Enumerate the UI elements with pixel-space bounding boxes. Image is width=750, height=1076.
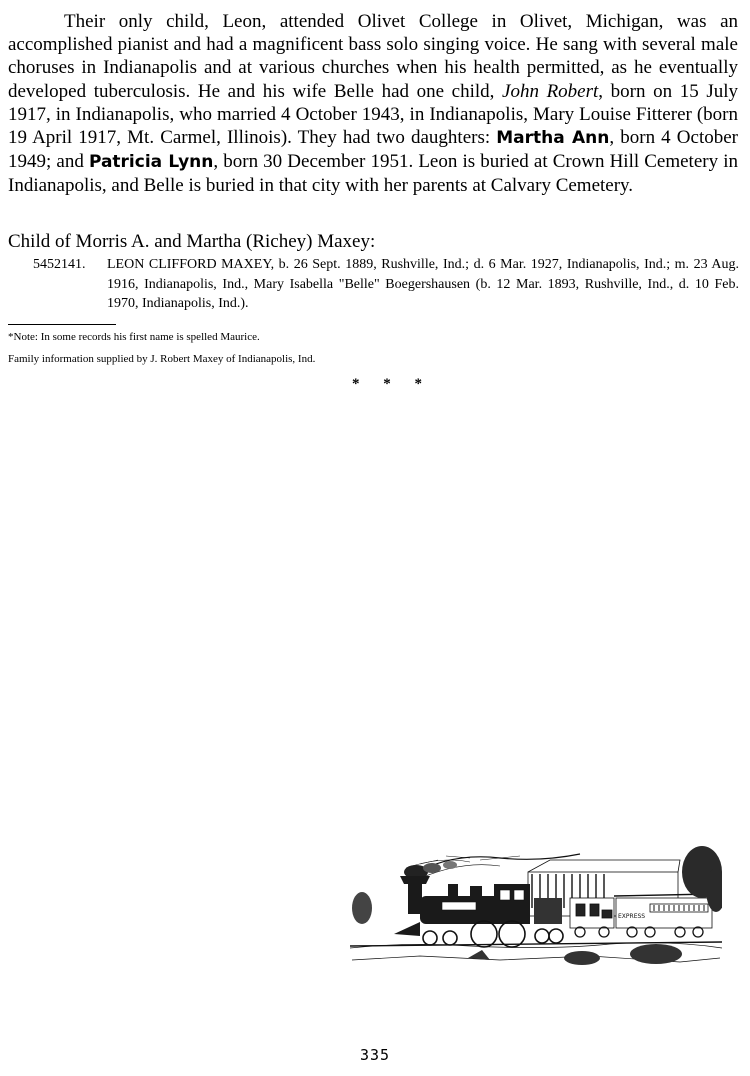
genealogy-entry bbox=[33, 255, 739, 314]
passenger-car bbox=[570, 894, 712, 928]
car-wheels bbox=[575, 927, 703, 937]
entry-text: LEON CLIFFORD MAXEY, b. 26 Sept. 1889, Rushville, Ind.; d. 6 Mar. 1927, Indianapolis, Ind.; m. 23 Aug. 1916, Indianapolis, Ind., Mary Isabella "Belle" Boegershausen (b. 12 Mar. 1893, Rushville, Ind., d. 10 Feb. 1970, Indianapolis, Ind.). bbox=[107, 257, 739, 311]
child-name: John Robert bbox=[502, 80, 599, 102]
footnote-rule bbox=[8, 324, 116, 325]
locomotive bbox=[394, 876, 562, 936]
entry-number: 5452141. bbox=[33, 257, 86, 272]
daughter-name-1: Martha Ann bbox=[496, 128, 610, 149]
paragraph-text-1: Their only child, Leon, attended Olivet College in Olivet, Michigan, was an accomplished pianist and had a magnificent bass solo singing voice. He sang with several male choruses in Indianapolis and at various churches when his health permitted, as he eventually developed tuberculosis. He and his wife Belle had one child, bbox=[8, 11, 738, 102]
paragraph-text-2: , born on 15 July 1917, in Indianapolis, who married 4 October 1943, in Indianapolis, Mary Louise Fitterer (born 19 April 1917, Mt. Carmel, Illinois). They had two daughters: bbox=[8, 80, 739, 149]
train-engraving-illustration bbox=[350, 838, 722, 972]
express-car-label: EXPRESS bbox=[618, 913, 646, 920]
locomotive-wheels bbox=[423, 921, 563, 947]
section-separator: * * * bbox=[352, 376, 432, 392]
page-number: 335 bbox=[359, 1046, 391, 1064]
paragraph-text-4: , born 30 December 1951. Leon is buried at Crown Hill Cemetery in Indianapolis, and Belle is buried in that city with her parents at Calvary Cemetery. bbox=[8, 151, 738, 197]
narrative-paragraph bbox=[8, 10, 738, 198]
child-heading: Child of Morris A. and Martha (Richey) Maxey: bbox=[8, 231, 376, 252]
footnote-note: *Note: In some records his first name is spelled Maurice. bbox=[8, 331, 260, 343]
paragraph-text-3: , born 4 October 1949; and bbox=[8, 127, 738, 173]
daughter-name-2: Patricia Lynn bbox=[88, 152, 214, 173]
footnote-source: Family information supplied by J. Robert Maxey of Indianapolis, Ind. bbox=[8, 353, 316, 365]
